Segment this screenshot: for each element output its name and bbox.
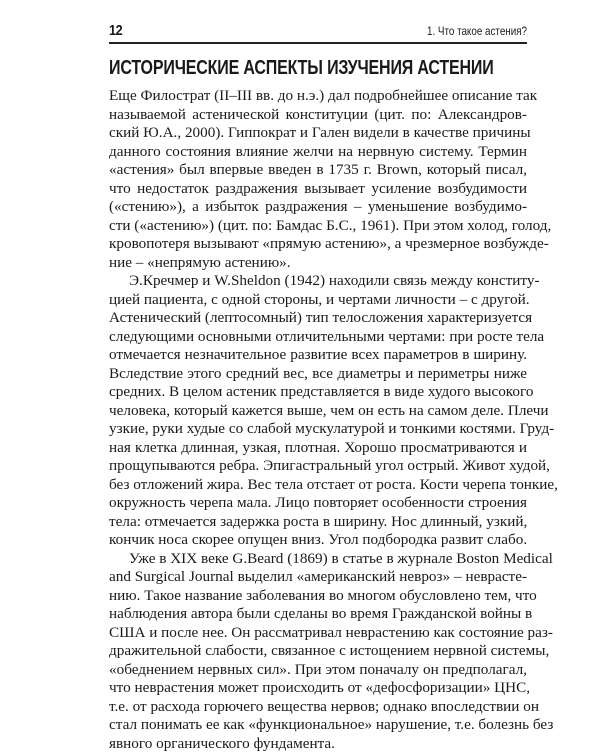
text-line: «астения» был впервые введен в 1735 г. Brown, который писал, [109,161,527,180]
paragraph [109,87,527,272]
text-line: Еще Филострат (II–III вв. до н.э.) дал подробнейшее описание так [109,87,527,106]
text-line: ние – «непрямую астению». [109,254,527,273]
text-line: дражительной слабости, связанное с истощением нервной системы, [109,642,527,661]
text-line: цией пациента, с одной стороны, и чертами личности – с другой. [109,291,527,310]
text-line: следующими основными отличительными чертами: при росте тела [109,328,527,347]
text-line: and Surgical Journal выделил «американский невроз» – неврасте- [109,568,527,587]
text-line: тела: отмечается задержка роста в ширину. Нос длинный, узкий, [109,513,527,532]
text-line: средних. В целом астеник представляется в виде худого высокого [109,383,527,402]
section-title: ИСТОРИЧЕСКИЕ АСПЕКТЫ ИЗУЧЕНИЯ АСТЕНИИ [109,57,494,80]
text-line: ский Ю.А., 2000). Гиппократ и Гален видели в качестве причины [109,124,527,143]
text-line: ная клетка длинная, узкая, плотная. Хорошо просматриваются и [109,439,527,458]
text-line: Вследствие этого средний вес, все диаметры и периметры ниже [109,365,527,384]
text-line: окружность черепа мала. Лицо повторяет особенности строения [109,494,527,513]
text-line: сти («астению») (цит. по: Бамдас Б.С., 1961). При этом холод, голод, [109,217,527,236]
text-line: «обеднением нервных сил». При этом поначалу он предполагал, [109,661,527,680]
text-line: данного состояния влияние желчи на нервную систему. Термин [109,143,527,162]
body-text [109,87,527,753]
text-line: отмечается незначительное развитие всех параметров в ширину. [109,346,527,365]
text-line: называемой астенической конституции (цит. по: Александров- [109,106,527,125]
text-line: кончик носа скорее опущен вниз. Угол подбородка развит слабо. [109,531,527,550]
text-line: Уже в XIX веке G.Beard (1869) в статье в журнале Boston Medical [109,550,527,569]
text-line: кровопотеря вызывают «прямую астению», а чрезмерное возбужде- [109,235,527,254]
running-header [109,22,527,44]
text-line: («стению»), а избыток раздражения – уменьшение возбудимо- [109,198,527,217]
text-line: узкие, руки худые со слабой мускулатурой и тонкими костями. Груд- [109,420,527,439]
text-line: без отложений жира. Вес тела отстает от роста. Кости черепа тонкие, [109,476,527,495]
text-line: т.е. от расхода горючего вещества нервов; однако впоследствии он [109,698,527,717]
page-number: 12 [109,22,122,39]
paragraph [109,550,527,753]
text-line: прощупываются ребра. Эпигастральный угол острый. Живот худой, [109,457,527,476]
text-line: Э.Кречмер и W.Sheldon (1942) находили связь между конститу- [109,272,527,291]
text-line: что недостаток раздражения вызывает усиление возбудимости [109,180,527,199]
chapter-title: 1. Что такое астения? [427,24,527,38]
text-line: человека, который кажется выше, чем он есть на самом деле. Плечи [109,402,527,421]
text-line: что неврастения может происходить от «дефосфоризации» ЦНС, [109,679,527,698]
text-line: Астенический (лептосомный) тип телосложения характеризуется [109,309,527,328]
text-line: США и после нее. Он рассматривал неврастению как состояние раз- [109,624,527,643]
text-line: нию. Такое название заболевания во многом обусловлено тем, что [109,587,527,606]
text-line: наблюдения автора были сделаны во время Гражданской войны в [109,605,527,624]
text-line: явного органического фундамента. [109,735,527,753]
text-line: стал понимать ее как «функциональное» нарушение, т.е. болезнь без [109,716,527,735]
paragraph [109,272,527,550]
